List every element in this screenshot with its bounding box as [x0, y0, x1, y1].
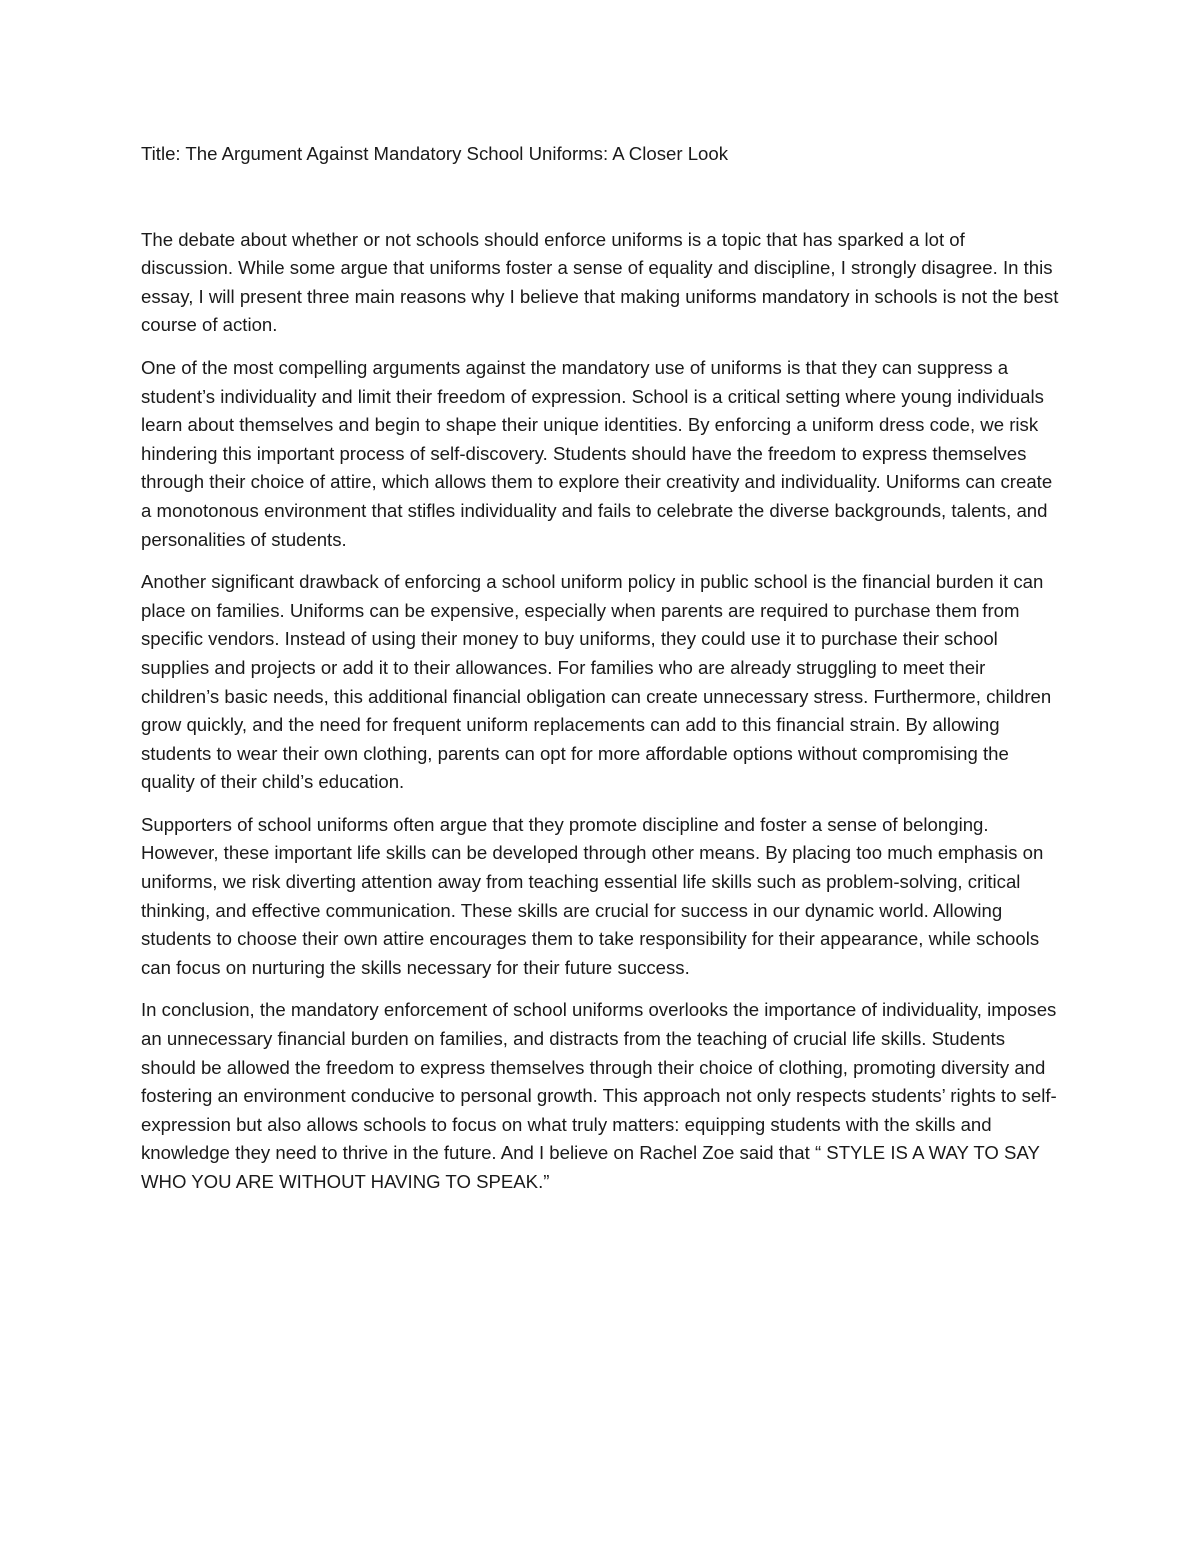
paragraph-financial-burden: Another significant drawback of enforcing a school uniform policy in public school is the financial burden it can place on families. Uniforms can be expensive, especially when parents are required to purchase them from specific vendors. Instead of using their money to buy uniforms, they could use it to purchase their school supplies and projects or add it to their allowances. For families who are already struggling to meet their children’s basic needs, this additional financial obligation can create unnecessary stress. Furthermore, children grow quickly, and the need for frequent uniform replacements can add to this financial strain. By allowing students to wear their own clothing, parents can opt for more affordable options without compromising the quality of their child’s education. — [141, 571, 1052, 793]
paragraph-individuality: One of the most compelling arguments against the mandatory use of uniforms is that they can suppress a student’s individuality and limit their freedom of expression. School is a critical setting where young individuals learn about themselves and begin to shape their unique identities. By enforcing a uniform dress code, we risk hindering this important process of self-discovery. Students should have the freedom to express themselves through their choice of attire, which allows them to explore their creativity and individuality. Uniforms can create a monotonous environment that stifles individuality and fails to celebrate the diverse backgrounds, talents, and personalities of students. — [141, 356, 1053, 550]
paragraph-introduction: The debate about whether or not schools should enforce uniforms is a topic that has sparked a lot of discussion. While some argue that uniforms foster a sense of equality and discipline, I strongly disagree. In this essay, I will present three main reasons why I believe that making uniforms mandatory in schools is not the best course of action. — [141, 228, 1059, 336]
title-spacer — [141, 169, 1061, 226]
paragraph-life-skills: Supporters of school uniforms often argue that they promote discipline and foster a sense of belonging. However, these important life skills can be developed through other means. By placing too much emphasis on uniforms, we risk diverting attention away from teaching essential life skills such as problem-solving, critical thinking, and effective communication. These skills are crucial for success in our dynamic world. Allowing students to choose their own attire encourages them to take responsibility for their appearance, while schools can focus on nurturing the skills necessary for their future success. — [141, 813, 1044, 978]
paragraph-conclusion: In conclusion, the mandatory enforcement of school uniforms overlooks the importance of individuality, imposes an unnecessary financial burden on families, and distracts from the teaching of crucial life skills. Students should be allowed the freedom to express themselves through their choice of clothing, promoting diversity and fostering an environment conducive to personal growth. This approach not only respects students’ rights to self-expression but also allows schools to focus on what truly matters: equipping students with the skills and knowledge they need to thrive in the future. And I believe on Rachel Zoe said that “ STYLE IS A WAY TO SAY WHO YOU ARE WITHOUT HAVING TO SPEAK.” — [141, 999, 1057, 1192]
document-body — [141, 140, 1061, 1211]
document-title: Title: The Argument Against Mandatory School Uniforms: A Closer Look — [141, 143, 729, 164]
